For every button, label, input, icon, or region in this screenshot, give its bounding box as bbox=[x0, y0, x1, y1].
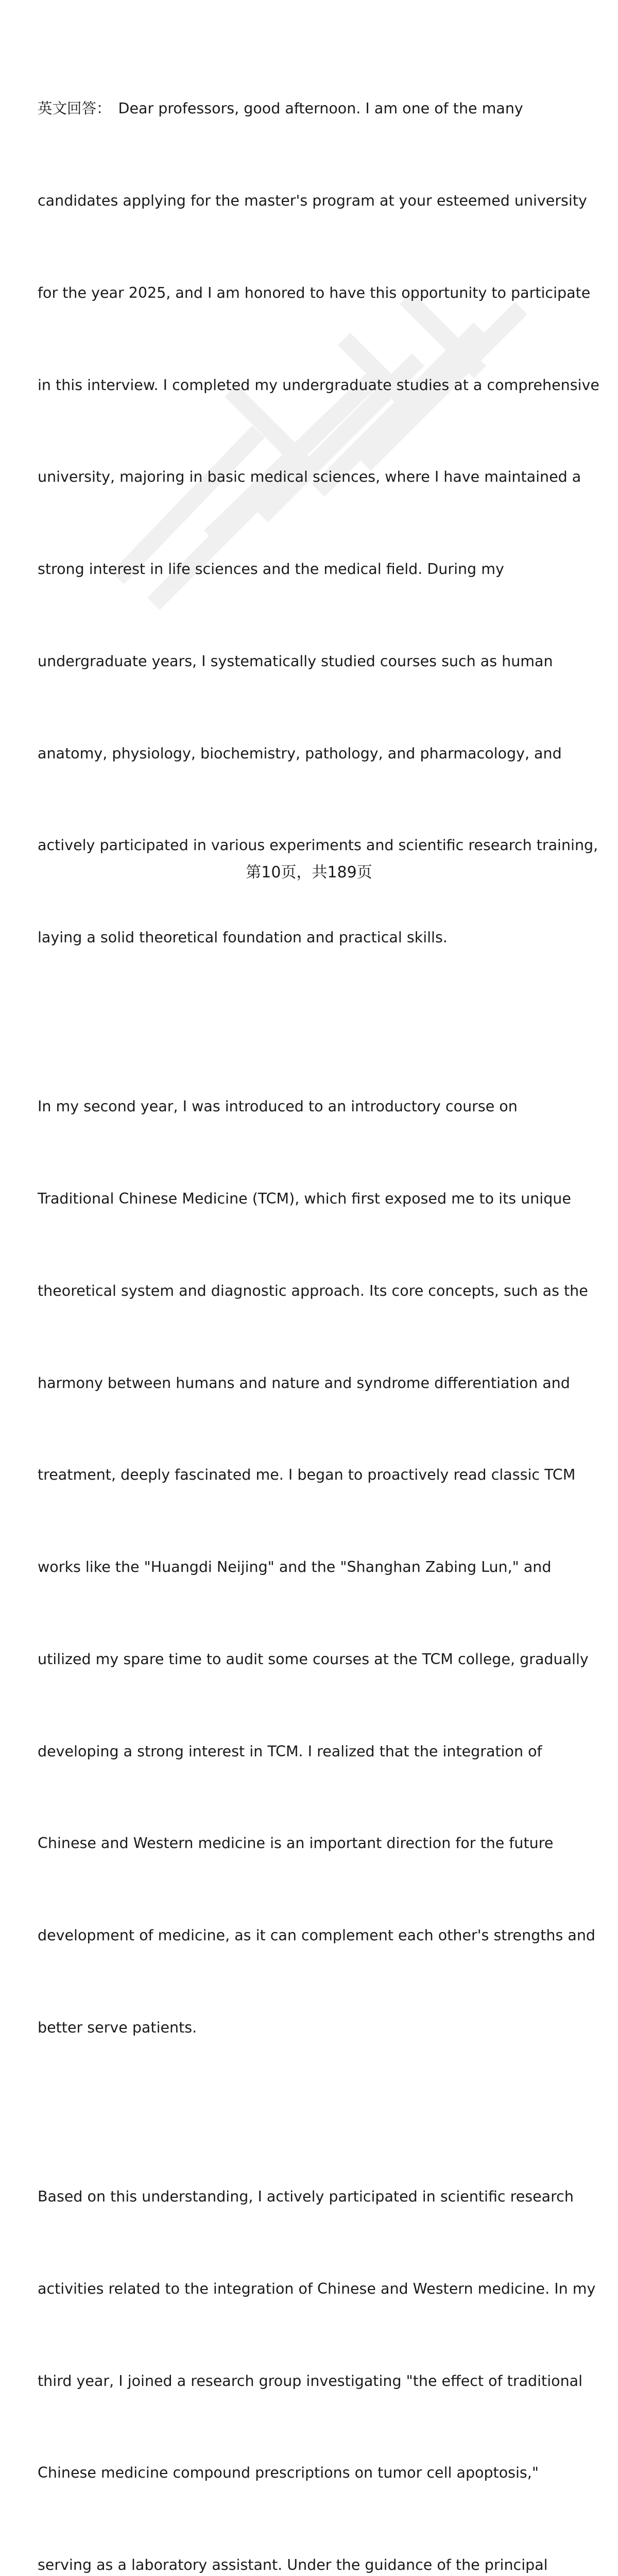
text-line: better serve patients. bbox=[38, 2019, 197, 2036]
text-line: laying a solid theoretical foundation and practical skills. bbox=[38, 929, 448, 946]
text-line: theoretical system and diagnostic approach. Its core concepts, such as the bbox=[38, 1282, 588, 1299]
text-line: university, majoring in basic medical sciences, where I have maintained a bbox=[38, 468, 581, 486]
text-line: harmony between humans and nature and syndrome differentiation and bbox=[38, 1374, 570, 1392]
text-line: actively participated in various experiments and scientific research training, bbox=[38, 837, 598, 854]
text-line: strong interest in life sciences and the medical field. During my bbox=[38, 561, 504, 578]
text-line: Traditional Chinese Medicine (TCM), which first exposed me to its unique bbox=[38, 1190, 571, 1207]
text-line: developing a strong interest in TCM. I realized that the integration of bbox=[38, 1742, 542, 1760]
text-line: serving as a laboratory assistant. Under the guidance of the principal bbox=[38, 2556, 548, 2574]
text-line: utilized my spare time to audit some courses at the TCM college, gradually bbox=[38, 1650, 589, 1668]
text-line: In my second year, I was introduced to an introductory course on bbox=[38, 1098, 518, 1115]
text-line: in this interview. I completed my undergraduate studies at a comprehensive bbox=[38, 376, 599, 394]
text-line: activities related to the integration of Chinese and Western medicine. In my bbox=[38, 2280, 596, 2297]
paragraph-3 bbox=[38, 2120, 596, 2576]
paragraph-2 bbox=[38, 1030, 596, 2105]
text-line: works like the "Huangdi Neijing" and the "Shanghan Zabing Lun," and bbox=[38, 1558, 552, 1576]
text-line: Based on this understanding, I actively participated in scientific research bbox=[38, 2188, 574, 2205]
text-line: Chinese medicine compound prescriptions on tumor cell apoptosis," bbox=[38, 2464, 539, 2482]
text-line: development of medicine, as it can complement each other's strengths and bbox=[38, 1927, 596, 1944]
document-body bbox=[38, 32, 599, 2576]
text-line: 英文回答： Dear professors, good afternoon. I am one of the many bbox=[38, 100, 523, 117]
text-line: candidates applying for the master's program at your esteemed university bbox=[38, 192, 587, 209]
page-number-footer: 第10页，共189页 bbox=[246, 863, 372, 882]
text-line: undergraduate years, I systematically studied courses such as human bbox=[38, 652, 553, 670]
text-line: for the year 2025, and I am honored to have this opportunity to participate bbox=[38, 284, 591, 301]
answer-label: 英文回答： bbox=[38, 100, 111, 117]
text-line: anatomy, physiology, biochemistry, pathology, and pharmacology, and bbox=[38, 744, 562, 762]
text-line: Chinese and Western medicine is an important direction for the future bbox=[38, 1835, 554, 1852]
text-line: treatment, deeply fascinated me. I began to proactively read classic TCM bbox=[38, 1466, 576, 1484]
text-line: third year, I joined a research group investigating "the effect of traditional bbox=[38, 2372, 583, 2389]
